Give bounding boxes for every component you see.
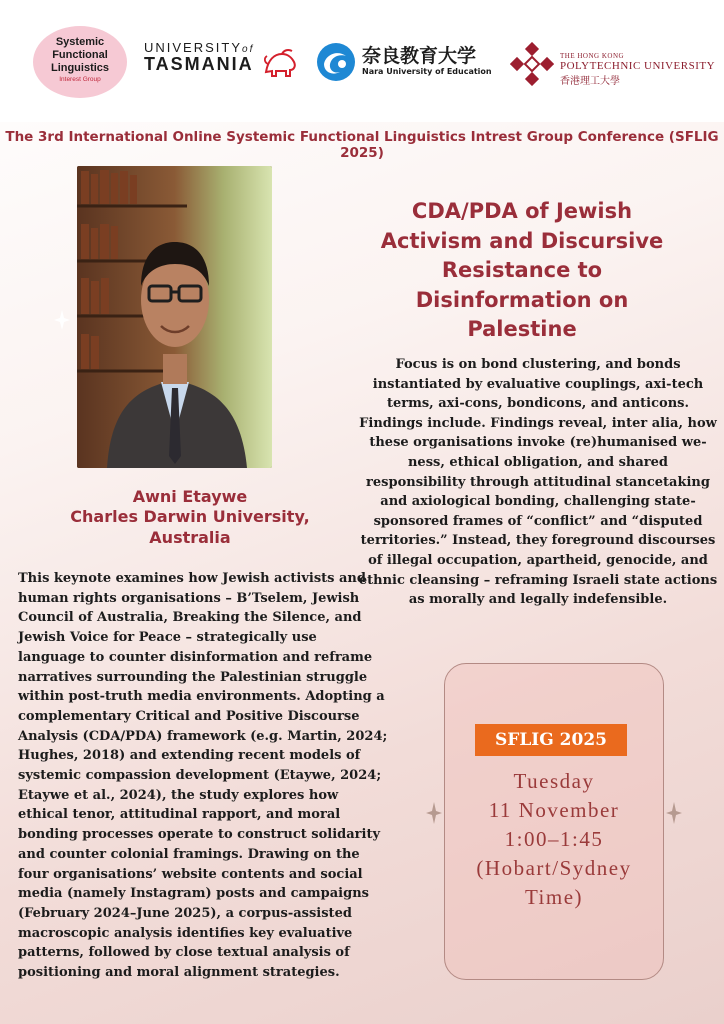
sfl-logo-line: Linguistics: [50, 62, 110, 74]
utas-line2: TASMANIA: [144, 54, 254, 74]
sfl-interest-group-logo: [33, 26, 127, 98]
sparkle-icon: [666, 802, 682, 824]
sparkle-icon: [426, 802, 442, 824]
conference-title: The 3rd International Online Systemic Functional Linguistics Intrest Group Conference (SFLIG 2025): [5, 129, 719, 161]
event-timezone-line2: Time): [524, 885, 584, 909]
event-badge: SFLIG 2025: [475, 724, 627, 756]
focus-paragraph: Focus is on bond clustering, and bonds instantiated by evaluative couplings, axi-tech terms, axi-cons, bondicons, and anticons. Findings include. Findings reveal, inter alia, how these organisations invoke (re)humanised we-ness, ethical obligation, and shared responsibility through attitudinal stancetaking and axiological bonding, challenging state-sponsored frames of “conflict” and “disputed territories.” Instead, they foreground discourses of illegal occupation, apartheid, genocide, and ethnic cleansing – reframing Israeli state actions as morally and legally indefensible.: [358, 357, 718, 608]
lion-crest-icon: [262, 46, 300, 80]
polyu-emblem-icon: [510, 42, 554, 86]
abstract-paragraph: This keynote examines how Jewish activists and human rights organisations – B’Tselem, Jewish Council of Australia, Breaking the Silence, and Jewish Voice for Peace – strategically use language to counter disinformation and reframe narratives surrounding the Palestinian struggle within post-truth media environments. Adopting a complementary Critical and Positive Discourse Analysis (CDA/PDA) framework (e.g. Martin, 2024; Hughes, 2018) and extending recent models of systemic compassion development (Etaywe, 2024; Etaywe et al., 2024), the study explores how ethical tenor, attitudinal rapport, and moral bonding processes operate to construct solidarity and counter colonial framings. Drawing on the four organisations’ website contents and social media (namely Instagram) posts and campaigns (February 2024–June 2025), a corpus-assisted macroscopic analysis identifies key evaluative patterns, followed by close textual analysis of positioning and moral alignment strategies.: [18, 571, 388, 981]
nara-swirl-icon: [316, 42, 356, 82]
event-schedule: [444, 767, 664, 912]
event-time: 1:00–1:45: [504, 827, 604, 851]
logo-header: [0, 0, 724, 122]
utas-line1: UNIVERSITY: [144, 40, 243, 55]
speaker-photo: [77, 166, 272, 468]
utas-logo: [144, 40, 254, 75]
polyu-chinese-line: 香港理工大學: [560, 76, 620, 87]
nara-english-name: Nara University of Education: [362, 67, 492, 76]
sparkle-icon: [54, 310, 70, 330]
sfl-logo-line: Functional: [52, 49, 108, 61]
speaker-name: Awni Etaywe: [132, 487, 248, 506]
sfl-logo-subtitle: Interest Group: [59, 76, 101, 83]
nara-japanese-name: 奈良教育大学: [362, 45, 477, 67]
event-day: Tuesday: [513, 769, 595, 793]
event-timezone-line1: (Hobart/Sydney: [476, 856, 632, 880]
polyu-logo: [560, 52, 715, 87]
speaker-affiliation: Charles Darwin University, Australia: [70, 507, 310, 547]
sfl-logo-line: Systemic: [55, 36, 105, 48]
nara-logo: [362, 45, 492, 76]
talk-title: CDA/PDA of Jewish Activism and Discursive Resistance to Disinformation on Palestine: [380, 199, 664, 341]
utas-of: of: [242, 44, 255, 55]
polyu-small-line: THE HONG KONG: [560, 52, 625, 60]
event-date: 11 November: [488, 798, 620, 822]
polyu-main-line: POLYTECHNIC UNIVERSITY: [560, 60, 716, 72]
